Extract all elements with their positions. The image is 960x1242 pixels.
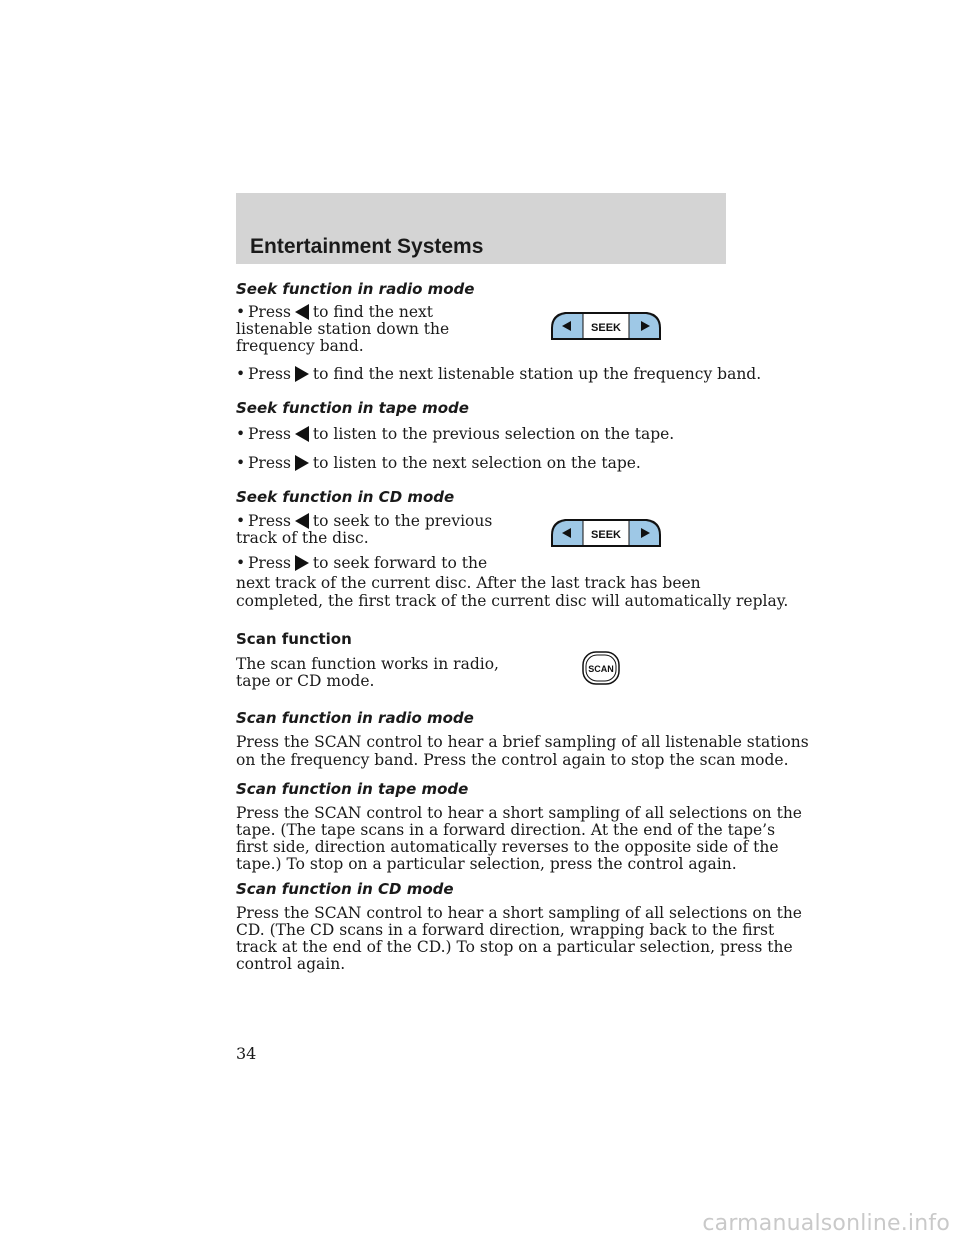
triangle-left-icon	[291, 426, 313, 442]
press-label: Press	[248, 365, 291, 383]
seek-label: SEEK	[591, 529, 621, 541]
bullet-text: to find the next listenable station up the frequency band.	[312, 365, 762, 383]
press-label: Press	[248, 554, 291, 572]
paragraph-line: Press the SCAN control to hear a short sampling of all selections on the	[236, 804, 802, 822]
paragraph-line: Press the SCAN control to hear a short sampling of all selections on the	[236, 904, 802, 922]
bullet-continuation: next track of the current disc. After the last track has been	[236, 574, 701, 592]
heading-seek-radio: Seek function in radio mode	[236, 280, 475, 298]
heading-seek-cd: Seek function in CD mode	[236, 488, 455, 506]
triangle-right-icon	[291, 555, 313, 571]
press-label: Press	[248, 425, 291, 443]
press-label: Press	[248, 303, 291, 321]
heading-scan-tape: Scan function in tape mode	[236, 780, 469, 798]
triangle-left-icon	[291, 513, 313, 529]
bullet-text: to find the next	[312, 303, 434, 321]
paragraph-line: tape. (The tape scans in a forward direction. At the end of the tape’s	[236, 821, 776, 839]
paragraph-line: track at the end of the CD.) To stop on a particular selection, press the	[236, 938, 793, 956]
press-label: Press	[248, 512, 291, 530]
paragraph-line: first side, direction automatically reverses to the opposite side of the	[236, 838, 779, 856]
bullet-seek-radio-up: • Press to find the next listenable station up the frequency band.	[236, 365, 762, 383]
paragraph-line: tape or CD mode.	[236, 672, 375, 690]
bullet-continuation: listenable station down the	[236, 320, 450, 338]
bullet-seek-cd-next: • Press to seek forward to the	[236, 554, 488, 572]
heading-scan-radio: Scan function in radio mode	[236, 709, 474, 727]
section-title: Entertainment Systems	[250, 235, 484, 258]
bullet-seek-cd-prev: • Press to seek to the previous	[236, 512, 493, 530]
triangle-left-icon	[291, 304, 313, 320]
bullet-seek-tape-next: • Press to listen to the next selection on the tape.	[236, 454, 641, 472]
paragraph-line: tape.) To stop on a particular selection, press the control again.	[236, 855, 737, 873]
bullet-continuation: frequency band.	[236, 337, 364, 355]
paragraph-line: Press the SCAN control to hear a brief sampling of all listenable stations	[236, 733, 809, 751]
heading-scan-cd: Scan function in CD mode	[236, 880, 454, 898]
bullet-seek-tape-prev: • Press to listen to the previous selection on the tape.	[236, 425, 675, 443]
bullet-continuation: completed, the first track of the current disc will automatically replay.	[236, 592, 789, 610]
paragraph-line: control again.	[236, 955, 346, 973]
bullet-seek-radio-down: • Press to find the next	[236, 303, 434, 321]
scan-label: SCAN	[588, 664, 614, 674]
seek-control[interactable]	[549, 310, 663, 342]
seek-control[interactable]	[549, 517, 663, 549]
triangle-right-icon	[291, 366, 313, 382]
page-number: 34	[236, 1044, 257, 1063]
bullet-text: to listen to the next selection on the tape.	[312, 454, 641, 472]
bullet-continuation: track of the disc.	[236, 529, 369, 547]
triangle-right-icon	[291, 455, 313, 471]
seek-label: SEEK	[591, 322, 621, 334]
bullet-text: to seek to the previous	[312, 512, 493, 530]
section-header-bar	[236, 193, 726, 264]
paragraph-line: CD. (The CD scans in a forward direction, wrapping back to the first	[236, 921, 775, 939]
watermark-link[interactable]: carmanualsonline.info	[702, 1211, 950, 1236]
bullet-text: to seek forward to the	[312, 554, 488, 572]
paragraph-line: The scan function works in radio,	[236, 655, 499, 673]
scan-control[interactable]	[582, 651, 620, 685]
heading-seek-tape: Seek function in tape mode	[236, 399, 469, 417]
paragraph-line: on the frequency band. Press the control again to stop the scan mode.	[236, 751, 789, 769]
press-label: Press	[248, 454, 291, 472]
heading-scan: Scan function	[236, 630, 352, 648]
bullet-text: to listen to the previous selection on the tape.	[312, 425, 675, 443]
